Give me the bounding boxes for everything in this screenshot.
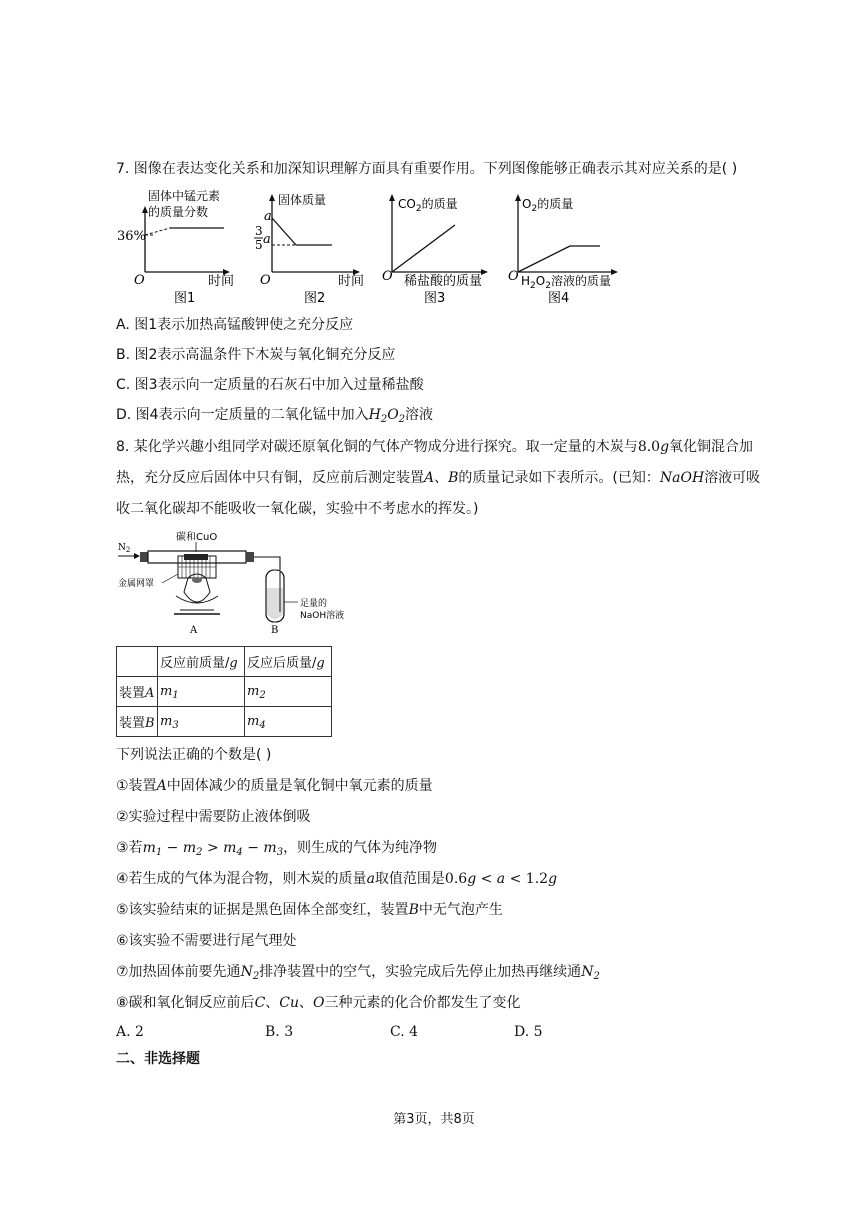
graph-4 (508, 188, 633, 304)
n2-label: $N_2$ (118, 543, 131, 554)
graph3-origin: O (382, 269, 393, 284)
graph2-frac-var: a (263, 232, 271, 247)
graph2-frac-num: 3 (255, 224, 263, 238)
q8-statement-2: ②实验过程中需要防止液体倒吸 (116, 809, 311, 825)
graph2-xlabel: 时间 (338, 274, 365, 289)
q8-statement-4: ④若生成的气体为混合物，则木炭的质量a取值范围是0.6g < a < 1.2g (116, 871, 558, 887)
naoh-label-1: 足量的 (300, 599, 328, 609)
q7-stem: 7. 图像在表达变化关系和加深知识理解方面具有重要作用。下列图像能够正确表示其对应关系的是( ) (116, 161, 738, 177)
page-footer: 第3页，共8页 (393, 1112, 475, 1127)
graph4-ylabel: $O_2$的质量 (522, 197, 574, 214)
graph3-xlabel: 稀盐酸的质量 (404, 274, 483, 289)
q8-statement-6: ⑥该实验不需要进行尾气理处 (116, 933, 297, 949)
q8-stem-line3: 收二氧化碳却不能吸收一氧化碳，实验中不考虑水的挥发。) (116, 501, 479, 517)
table-header-before: 反应前质量/g (158, 647, 245, 677)
graph2-origin: O (260, 273, 271, 288)
q8-statement-3: ③若$m_1 - m_2 > m_4 - m_3$，则生成的气体为纯净物 (116, 840, 438, 858)
graph3-caption: 图3 (424, 291, 446, 306)
graph1-ylabel-2: 的质量分数 (148, 205, 209, 219)
naoh-label-2: NaOH溶液 (300, 611, 345, 621)
q8-stem-line2: 热，充分反应后固体中只有铜，反应前后测定装置A、B的质量记录如下表所示。(已知：NaOH溶液可吸 (116, 470, 761, 486)
q7-option-c[interactable]: C. 图3表示向一定质量的石灰石中加入过量稀盐酸 (116, 377, 424, 393)
table-row-label-a: 装置A (117, 677, 158, 707)
q8-statement-1: ①装置A中固体减少的质量是氧化铜中氧元素的质量 (116, 778, 433, 794)
q8-option-b[interactable]: B. 3 (265, 1024, 294, 1040)
q7-option-d[interactable]: D. 图4表示向一定质量的二氧化锰中加入$H_2O_2$溶液 (116, 407, 434, 425)
table-cell-m3: $m_3$ (158, 707, 245, 737)
apparatus-diagram (114, 532, 364, 642)
graph-3 (382, 188, 502, 304)
table-cell-empty (117, 647, 158, 677)
carbon-cuo-label: 碳和CuO (176, 532, 218, 543)
q7-option-b[interactable]: B. 图2表示高温条件下木炭与氧化铜充分反应 (116, 347, 396, 363)
q8-statement-8: ⑧碳和氧化铜反应前后C、Cu、O三种元素的化合价都发生了变化 (116, 995, 521, 1011)
q7-option-a[interactable]: A. 图1表示加热高锰酸钾使之充分反应 (116, 317, 354, 333)
label-b: B (271, 625, 279, 636)
q8-prompt: 下列说法正确的个数是( ) (116, 747, 272, 763)
q8-option-d[interactable]: D. 5 (514, 1024, 543, 1040)
graph1-origin: O (134, 273, 145, 288)
q8-option-c[interactable]: C. 4 (390, 1024, 419, 1040)
q8-statement-7: ⑦加热固体前要先通$N_2$排净装置中的空气，实验完成后先停止加热再继续通$N_2$ (116, 964, 600, 982)
label-a: A (190, 625, 198, 636)
graph4-caption: 图4 (548, 291, 570, 306)
graph2-caption: 图2 (304, 291, 326, 306)
table-cell-m4: $m_4$ (245, 707, 332, 737)
q8-option-a[interactable]: A. 2 (116, 1024, 144, 1040)
table-row (117, 707, 332, 737)
graph-2 (252, 188, 377, 304)
graph4-xlabel: $H_2O_2$溶液的质量 (521, 274, 611, 291)
graph1-yvalue: 36% (117, 229, 146, 244)
graph3-ylabel: $CO_2$的质量 (398, 197, 458, 214)
graph-1 (118, 188, 248, 304)
graph1-xlabel: 时间 (208, 274, 235, 289)
graph4-origin: O (508, 269, 519, 284)
mass-table (116, 646, 332, 737)
table-row (117, 677, 332, 707)
table-header-after: 反应后质量/g (245, 647, 332, 677)
section-heading: 二、非选择题 (116, 1051, 200, 1067)
table-cell-m2: $m_2$ (245, 677, 332, 707)
graph1-ylabel-1: 固体中锰元素 (148, 189, 221, 203)
metal-mesh-label: 金属网罩 (118, 579, 155, 589)
graph1-caption: 图1 (174, 291, 196, 306)
q8-statement-5: ⑤该实验结束的证据是黑色固体全部变红，装置B中无气泡产生 (116, 902, 503, 918)
table-row (117, 647, 332, 677)
graph2-ytick-a: a (264, 209, 272, 224)
graph2-frac-den: 5 (255, 238, 263, 252)
table-row-label-b: 装置B (117, 707, 158, 737)
table-cell-m1: $m_1$ (158, 677, 245, 707)
graph2-ylabel: 固体质量 (278, 193, 327, 207)
q8-stem-line1: 8. 某化学兴趣小组同学对碳还原氧化铜的气体产物成分进行探究。取一定量的木炭与8.0g氧化铜混合加 (116, 439, 754, 455)
